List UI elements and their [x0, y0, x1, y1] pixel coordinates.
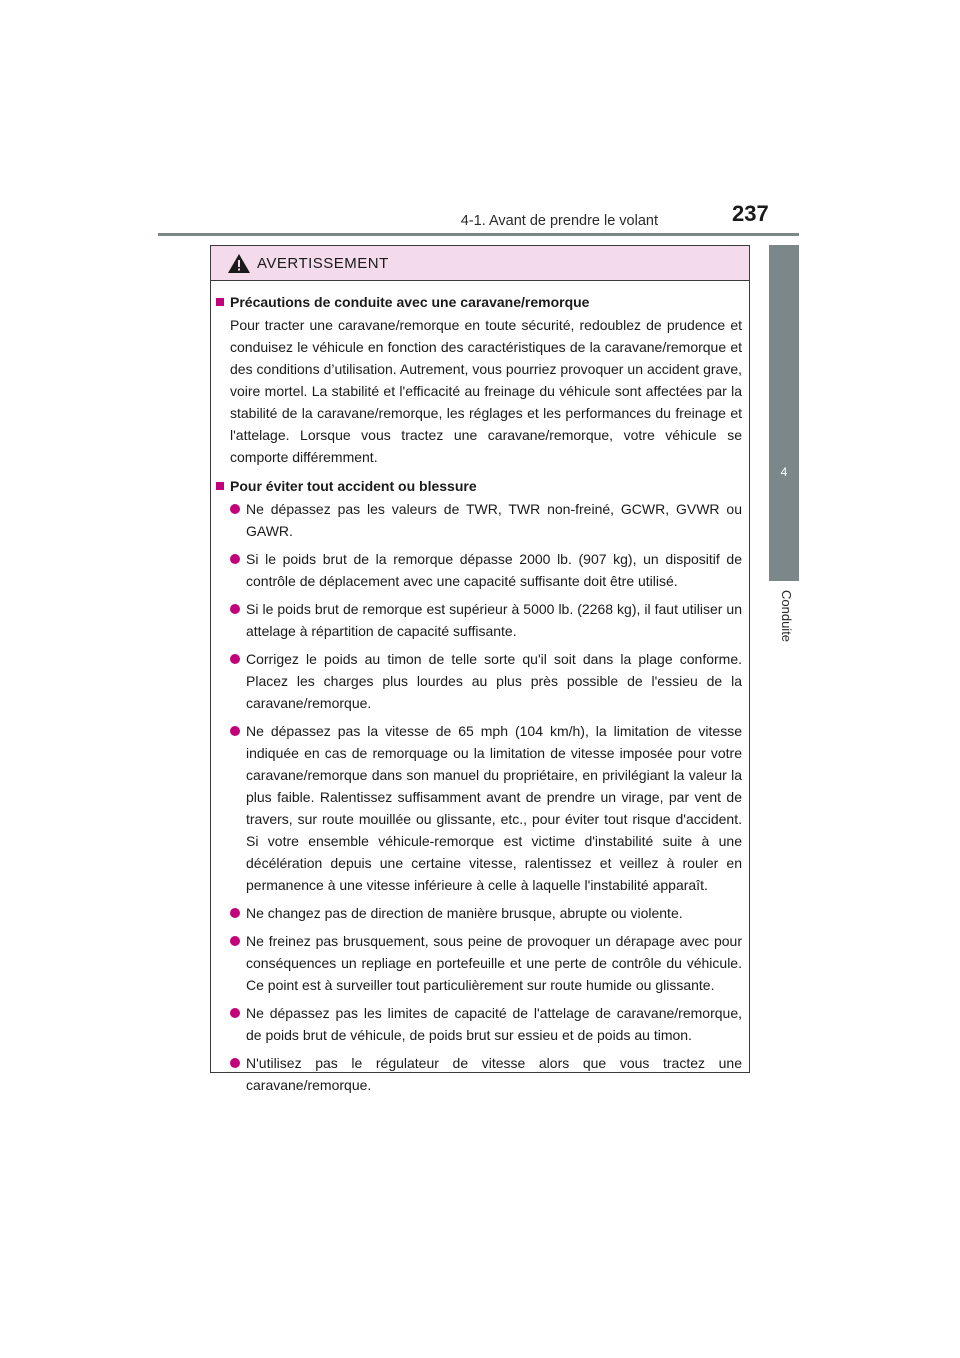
- list-item-text: Ne dépassez pas les limites de capacité de l'attelage de caravane/remorque, de poids brut de véhicule, de poids brut sur essieu et de poids au timon.: [246, 1005, 742, 1043]
- list-item-text: N'utilisez pas le régulateur de vitesse alors que vous tractez une caravane/remorque.: [246, 1055, 742, 1093]
- list-item: [216, 1052, 742, 1096]
- section-heading: [216, 475, 742, 497]
- section-header: 4-1. Avant de prendre le volant: [460, 213, 658, 229]
- chapter-label: Conduite: [779, 590, 794, 643]
- round-bullet-icon: [230, 1008, 240, 1018]
- chapter-tab[interactable]: [769, 245, 799, 581]
- list-item-text: Si le poids brut de la remorque dépasse 2000 lb. (907 kg), un dispositif de contrôle de déplacement avec une capacité suffisante doit être utilisé.: [246, 551, 742, 589]
- round-bullet-icon: [230, 654, 240, 664]
- warning-triangle-icon: [227, 253, 251, 274]
- header-divider: [158, 233, 799, 236]
- list-item-text: Si le poids brut de remorque est supérieur à 5000 lb. (2268 kg), il faut utiliser un attelage à répartition de capacité suffisante.: [246, 601, 742, 639]
- warning-header: [211, 246, 749, 281]
- square-bullet-icon: [216, 482, 224, 490]
- list-item-text: Ne dépassez pas les valeurs de TWR, TWR non-freiné, GCWR, GVWR ou GAWR.: [246, 501, 742, 539]
- warning-section: [216, 475, 742, 1096]
- list-item-text: Ne dépassez pas la vitesse de 65 mph (104 km/h), la limitation de vitesse indiquée en cas de remorquage ou la limitation de vitesse imposée pour votre caravane/remorque dans son manuel du propriétaire, en privilégiant la valeur la plus faible. Ralentissez suffisamment avant de prendre un virage, par vent de travers, sur route mouillée ou glissante, etc., pour éviter tout risque d'accident. Si votre ensemble véhicule-remorque est victime d'instabilité suite à une décélération depuis une certaine vitesse, ralentissez et veillez à rouler en permanence à une vitesse inférieure à celle à laquelle l'instabilité apparaît.: [246, 723, 742, 893]
- chapter-number: 4: [780, 465, 788, 479]
- round-bullet-icon: [230, 554, 240, 564]
- section-paragraph: Pour tracter une caravane/remorque en toute sécurité, redoublez de prudence et conduisez le véhicule en fonction des caractéristiques de la caravane/remorque et des conditions d’utilisation. Autrement, vous pourriez provoquer un accident grave, voire mortel. La stabilité et l'efficacité au freinage du véhicule sont affectées par la stabilité de la caravane/remorque, les réglages et les performances du freinage et l'attelage. Lorsque vous tractez une caravane/remorque, votre véhicule se comporte différemment.: [230, 317, 742, 465]
- list-item: [216, 720, 742, 896]
- warning-title: AVERTISSEMENT: [257, 254, 389, 272]
- list-item: [216, 902, 742, 924]
- list-item: [216, 598, 742, 642]
- round-bullet-icon: [230, 1058, 240, 1068]
- list-item: [216, 930, 742, 996]
- warning-body: [211, 281, 749, 1096]
- round-bullet-icon: [230, 726, 240, 736]
- round-bullet-icon: [230, 504, 240, 514]
- list-item-text: Corrigez le poids au timon de telle sorte qu'il soit dans la plage conforme. Placez les charges plus lourdes au plus près possible de l'essieu de la caravane/remorque.: [246, 651, 742, 711]
- list-item: [216, 1002, 742, 1046]
- warning-box: [210, 245, 750, 1093]
- round-bullet-icon: [230, 936, 240, 946]
- round-bullet-icon: [230, 908, 240, 918]
- section-heading-text: Pour éviter tout accident ou blessure: [230, 478, 477, 494]
- round-bullet-icon: [230, 604, 240, 614]
- section-heading-text: Précautions de conduite avec une caravane/remorque: [230, 294, 590, 310]
- list-item: [216, 648, 742, 714]
- warning-section: [216, 291, 742, 468]
- section-heading: [216, 291, 742, 313]
- page-number: 237: [732, 201, 769, 226]
- square-bullet-icon: [216, 298, 224, 306]
- list-item-text: Ne changez pas de direction de manière brusque, abrupte ou violente.: [246, 905, 683, 921]
- list-item: [216, 548, 742, 592]
- list-item: [216, 498, 742, 542]
- list-item-text: Ne freinez pas brusquement, sous peine de provoquer un dérapage avec pour conséquences un repliage en portefeuille et une perte de contrôle du véhicule. Ce point est à surveiller tout particulièrement sur route humide ou glissante.: [246, 933, 742, 993]
